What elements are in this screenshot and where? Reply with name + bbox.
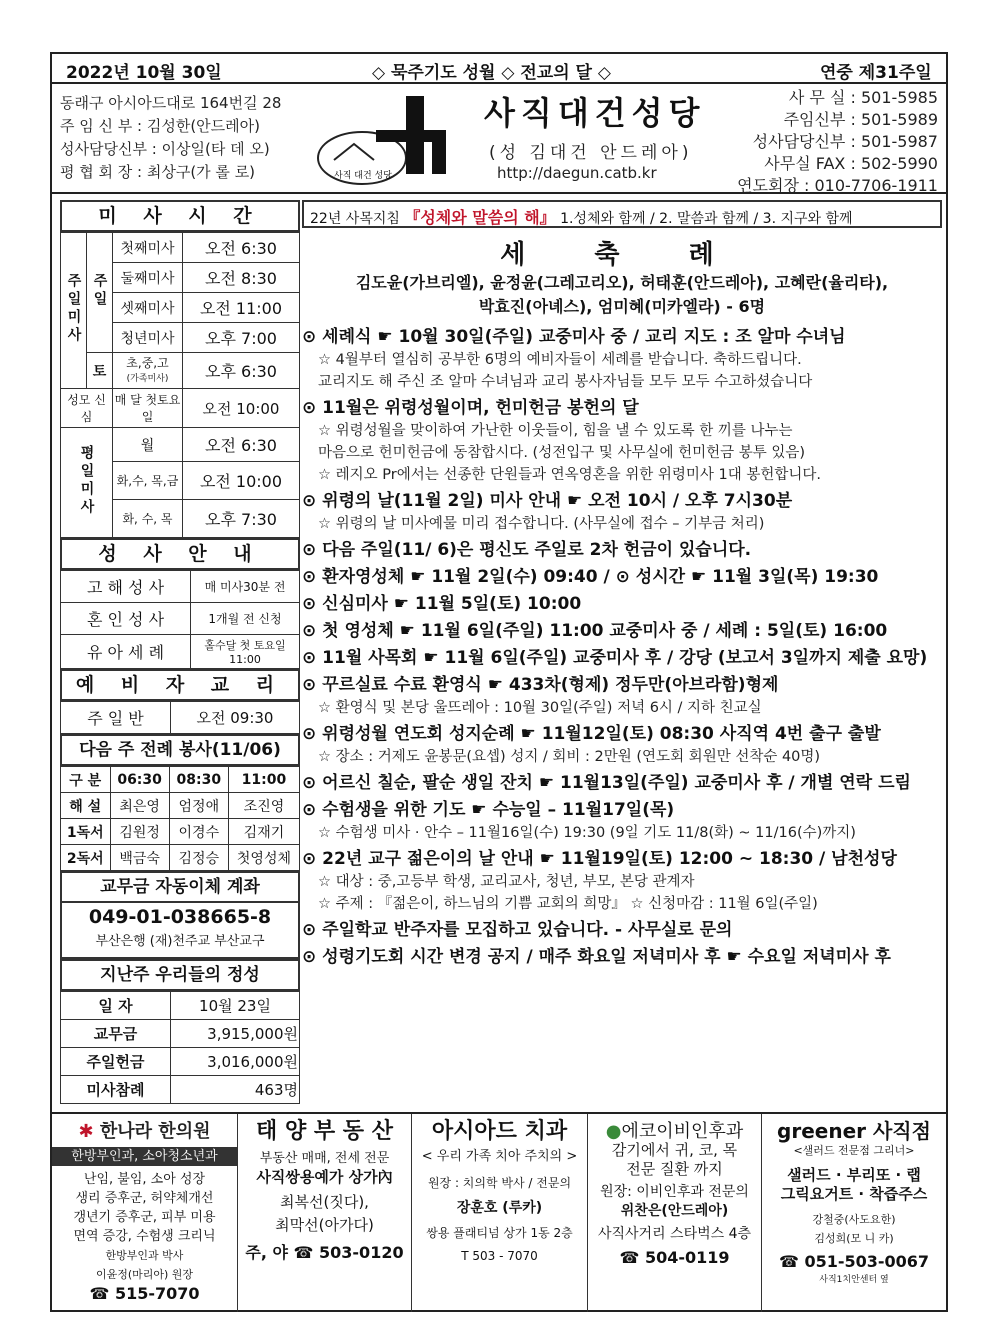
- ad-line: T 503 - 7070: [461, 1249, 538, 1263]
- parish-name: 사직대건성당: [484, 94, 706, 132]
- notice-detail: ☆ 주제 : 『젊은이, 하느님의 기쁨 교회의 희망』 ☆ 신청마감 : 11월 6일(주일): [318, 896, 818, 912]
- offering-title: 지난주 우리들의 정성: [60, 959, 300, 991]
- notice-list: [302, 325, 942, 969]
- service-person: 이경수: [169, 819, 228, 845]
- ad-line: 최막선(아가다): [275, 1216, 374, 1234]
- ad-subtitle: 부동산 매매, 전세 전문: [259, 1151, 390, 1166]
- saturday-mass-name: 초,중,고 (가족미사): [113, 353, 183, 389]
- phone-line: 성사담당신부 : 501-5987: [752, 132, 938, 151]
- mass-times-title: 미 사 시 간: [60, 200, 300, 232]
- offering-table: [60, 991, 300, 1104]
- notice-item: ⊙ 다음 주일(11/ 6)은 평신도 주일로 2차 헌금이 있습니다.: [302, 540, 752, 560]
- notice-item: ⊙ 신심미사 ☛ 11월 5일(토) 10:00: [302, 594, 582, 614]
- ad-line: 쌍용 플래티넘 상가 1동 2층: [426, 1226, 573, 1240]
- notices-column: [302, 200, 942, 969]
- notice-detail: 마음으로 헌미헌금에 동참합시다. (성전입구 및 사무실에 헌미헌금 봉투 있음): [318, 445, 806, 461]
- mass-time: 오전 8:30: [183, 263, 300, 293]
- notice-item: ⊙ 11월은 위령성월이며, 헌미헌금 봉헌의 달: [302, 398, 639, 418]
- offering-label: 교무금: [61, 1020, 171, 1048]
- ad-phone: ☎ 051-503-0067: [778, 1252, 930, 1271]
- mass-time: 오후 7:00: [183, 323, 300, 353]
- top-bar: [52, 54, 946, 84]
- ad-asiad-dental: [412, 1114, 588, 1312]
- service-person: 엄정애: [169, 793, 228, 819]
- ad-phone: 주, 야 ☎ 503-0120: [245, 1243, 404, 1262]
- mass-schedule-table: [60, 232, 300, 538]
- notice-item: ⊙ 꾸르실료 수료 환영식 ☛ 433차(형제) 정두만(아브라함)형제: [302, 675, 779, 695]
- offering-value: 3,915,000원: [171, 1020, 300, 1048]
- service-person: 첫영성체: [228, 845, 299, 871]
- notice-detail: ☆ 수험생 미사 · 안수 – 11월16일(수) 19:30 (9일 기도 11/8(화) ~ 11/16(수)까지): [318, 825, 856, 841]
- parish-address: 동래구 아시아드대로 164번길 28: [60, 94, 282, 112]
- service-person: 조진영: [228, 793, 299, 819]
- catechumen-table: [60, 701, 300, 734]
- notice-detail: ☆ 장소 : 거제도 윤봉문(요셉) 성지 / 회비 : 2만원 (연도회 회원만 선착순 40명): [318, 749, 821, 765]
- month-theme: ◇ 묵주기도 성월 ◇ 전교의 달 ◇: [372, 63, 611, 83]
- service-role: 1독서: [61, 819, 111, 845]
- notice-item: ⊙ 세례식 ☛ 10월 30일(주일) 교중미사 중 / 교리 지도 : 조 알마 수녀님: [302, 327, 846, 347]
- mass-day: 월: [113, 428, 183, 462]
- ad-subtitle: 감기에서 귀, 코, 목: [611, 1141, 738, 1159]
- service-person: 최은영: [110, 793, 169, 819]
- contact-phones: [720, 87, 938, 197]
- notice-detail: ☆ 위령의 날 미사예물 미리 접수합니다. (사무실에 접수 – 기부금 처리): [318, 516, 765, 532]
- notice-detail: ☆ 레지오 Pr에서는 선종한 단원들과 연옥영혼을 위한 위령미사 1대 봉헌합니다.: [318, 467, 821, 483]
- phone-line: 사무실 FAX : 502-5990: [764, 154, 938, 173]
- class-time: 오전 09:30: [171, 702, 300, 734]
- service-person: 김원정: [110, 819, 169, 845]
- sacrament-name: 혼 인 성 사: [61, 603, 191, 635]
- baptism-names-line: 박효진(아녜스), 엄미혜(미카엘라) - 6명: [478, 297, 766, 316]
- ad-subtitle: < 우리 가족 치아 주치의 >: [421, 1149, 578, 1164]
- offering-value: 10월 23일: [171, 992, 300, 1020]
- guideline-items: 1.성체와 함께 / 2. 말씀과 함께 / 3. 지구와 함께: [560, 211, 853, 227]
- ad-name: ●에코이비인후과: [605, 1121, 744, 1142]
- sacrament-time: 매 미사30분 전: [191, 571, 300, 603]
- baptism-title: 세 축 례: [500, 240, 744, 270]
- mass-day: 화,수, 목,금: [113, 462, 183, 500]
- notice-item: ⊙ 위령의 날(11월 2일) 미사 안내 ☛ 오전 10시 / 오후 7시30분: [302, 491, 793, 511]
- mass-time: 오전 11:00: [183, 293, 300, 323]
- offering-label: 일 자: [61, 992, 171, 1020]
- bulletin-frame: [50, 52, 948, 1312]
- sacrament-time: 1개월 전 신청: [191, 603, 300, 635]
- mass-time: 오후 7:30: [183, 500, 300, 538]
- ad-subtitle: <샐러드 전문점 그리너>: [793, 1144, 915, 1157]
- ad-hanara-clinic: [52, 1114, 238, 1312]
- notice-detail: ☆ 4월부터 열심히 공부한 6명의 예비자들이 세례를 받습니다. 축하드립니다.: [318, 352, 802, 368]
- notice-detail: ☆ 위령성월을 맞이하여 가난한 이웃들이, 힘을 낼 수 있도록 한 끼를 나누는: [318, 423, 793, 439]
- service-header: 구 분: [61, 767, 111, 793]
- ad-line: 그릭요거트 · 착즙주스: [780, 1185, 928, 1203]
- mass-name: 셋째미사: [113, 293, 183, 323]
- mass-name: 둘째미사: [113, 263, 183, 293]
- offering-value: 463명: [171, 1076, 300, 1104]
- notice-item: ⊙ 성령기도회 시간 변경 공지 / 매주 화요일 저녁미사 후 ☛ 수요일 저녁미사 후: [302, 947, 891, 967]
- offering-label: 주일헌금: [61, 1048, 171, 1076]
- baptism-names: [302, 271, 942, 319]
- mass-time: 오후 6:30: [183, 353, 300, 389]
- ad-line: 강철중(사도요한): [812, 1213, 896, 1226]
- notice-item: ⊙ 주일학교 반주자를 모집하고 있습니다. - 사무실로 문의: [302, 920, 733, 940]
- pastoral-guideline-bar: [302, 200, 942, 228]
- devotion-label: 성모 신심: [61, 389, 113, 428]
- notice-detail: 교리지도 해 주신 조 알마 수녀님과 교리 봉사자님들 모두 모두 수고하셨습니다: [318, 374, 813, 390]
- mass-name: 청년미사: [113, 323, 183, 353]
- mass-day: 화, 수, 목: [113, 500, 183, 538]
- sacrament-name: 고 해 성 사: [61, 571, 191, 603]
- bulletin-date: 2022년 10월 30일: [66, 63, 222, 83]
- parish-info: [60, 92, 281, 184]
- service-header: 11:00: [228, 767, 299, 793]
- guideline-theme: 『성체와 말씀의 해』: [404, 208, 556, 227]
- notice-item: ⊙ 위령성월 연도회 성지순례 ☛ 11월12일(토) 08:30 사직역 4번 출구 출발: [302, 724, 881, 744]
- ad-line: 사직사거리 스타벅스 4층: [597, 1226, 752, 1242]
- ad-line: 원장: 이비인후과 전문의: [600, 1184, 749, 1200]
- advertisements: [52, 1112, 946, 1312]
- sacrament-title: 성 사 안 내: [60, 538, 300, 570]
- phone-line: 사 무 실 : 501-5985: [788, 88, 938, 107]
- ad-line: 장훈호 (루카): [456, 1200, 543, 1216]
- ad-phone: ☎ 504-0119: [619, 1248, 730, 1267]
- sacrament-table: [60, 570, 300, 669]
- notice-item: ⊙ 수험생을 위한 기도 ☛ 수능일 – 11월17일(목): [302, 800, 675, 820]
- weekday-mass-label: 평일미사: [61, 428, 113, 538]
- service-role: 2독서: [61, 845, 111, 871]
- service-table: [60, 766, 300, 871]
- service-header: 08:30: [169, 767, 228, 793]
- clinic-logo-icon: ●: [605, 1121, 622, 1142]
- notice-detail: ☆ 환영식 및 본당 울뜨레아 : 10월 30일(주일) 저녁 6시 / 지하 친교실: [318, 700, 762, 716]
- ad-taeyang-realty: [238, 1114, 412, 1312]
- ad-line: 난임, 불임, 소아 성장: [83, 1172, 206, 1187]
- ad-name: 태 양 부 동 산: [256, 1119, 393, 1144]
- class-name: 주 일 반: [61, 702, 171, 734]
- ad-line: 생리 증후군, 허약체개선: [75, 1191, 214, 1206]
- saturday-label: 토: [87, 353, 113, 389]
- account-number: 049-01-038665-8: [88, 906, 272, 928]
- offering-label: 미사참례: [61, 1076, 171, 1104]
- service-person: 김정승: [169, 845, 228, 871]
- sunday-group-label: 주일: [87, 233, 113, 353]
- account-box: [60, 903, 300, 959]
- mass-time: 오전 6:30: [183, 428, 300, 462]
- ad-line: 이윤정(마리아) 원장: [95, 1268, 194, 1281]
- mass-time: 오전 10:00: [183, 462, 300, 500]
- parish-url[interactable]: http://daegun.catb.kr: [497, 164, 657, 182]
- notice-item: ⊙ 첫 영성체 ☛ 11월 6일(주일) 11:00 교중미사 중 / 세례 : 5일(토) 16:00: [302, 621, 888, 641]
- liturgical-week: 연중 제31주일: [820, 63, 932, 83]
- staff-line: 성사담당신부 : 이상일(타 데 오): [60, 140, 270, 158]
- ad-line: 전문 질환 까지: [626, 1160, 723, 1178]
- ad-line: 위찬은(안드레아): [620, 1203, 729, 1219]
- ad-line: 샐러드 · 부리또 · 랩: [787, 1166, 921, 1184]
- ad-line: 면역 증강, 수험생 크리닉: [73, 1229, 216, 1244]
- flower-icon: ✱: [78, 1121, 94, 1142]
- devotion-time: 오전 10:00: [183, 389, 300, 428]
- parish-logo-icon: [314, 88, 474, 188]
- left-column: [60, 200, 300, 1104]
- service-header: 06:30: [110, 767, 169, 793]
- notice-item: ⊙ 22년 교구 젊은이의 날 안내 ☛ 11월19일(토) 12:00 ~ 18:30 / 남천성당: [302, 849, 897, 869]
- ad-greener: [762, 1114, 946, 1312]
- catechumen-title: 예 비 자 교 리: [60, 669, 300, 701]
- service-title: 다음 주 전례 봉사(11/06): [60, 734, 300, 766]
- ad-line: 원장 : 치의학 박사 / 전문의: [427, 1176, 572, 1190]
- parish-logo-block: [314, 88, 734, 188]
- mass-name: 첫째미사: [113, 233, 183, 263]
- service-person: 김재기: [228, 819, 299, 845]
- offering-value: 3,016,000원: [171, 1048, 300, 1076]
- ad-line: 갱년기 증후군, 피부 미용: [73, 1210, 216, 1225]
- ad-subtitle: 한방부인과, 소아청소년과: [52, 1147, 237, 1166]
- devotion-day: 매 달 첫토요일: [113, 389, 183, 428]
- account-title: 교무금 자동이체 계좌: [60, 871, 300, 903]
- ad-line: 사직쌍용예가 상가內: [256, 1168, 393, 1186]
- parish-patron: (성 김대건 안드레아): [489, 143, 693, 163]
- phone-line: 주임신부 : 501-5989: [783, 110, 938, 129]
- parish-header: [52, 84, 946, 194]
- ad-phone: ☎ 515-7070: [89, 1284, 200, 1303]
- ad-name: 아시아드 치과: [431, 1119, 568, 1144]
- notice-item: ⊙ 11월 사목회 ☛ 11월 6일(주일) 교중미사 후 / 강당 (보고서 3일까지 제출 요망): [302, 648, 928, 668]
- ad-line: 최복선(짓다),: [280, 1193, 369, 1211]
- service-person: 백금숙: [110, 845, 169, 871]
- mass-time: 오전 6:30: [183, 233, 300, 263]
- ad-name: ✱ 한나라 한의원: [78, 1121, 211, 1142]
- baptism-names-line: 김도윤(가브리엘), 윤정윤(그레고리오), 허태훈(안드레아), 고혜란(율리타),: [355, 273, 889, 292]
- ad-footnote: 사직1치안센터 옆: [819, 1275, 889, 1285]
- staff-line: 주 임 신 부 : 김성한(안드레아): [60, 117, 260, 135]
- notice-item: ⊙ 어르신 칠순, 팔순 생일 잔치 ☛ 11월13일(주일) 교중미사 후 / 개별 연락 드림: [302, 773, 911, 793]
- ad-name: greener 사직점: [777, 1119, 931, 1143]
- ad-eco-ent-clinic: [588, 1114, 762, 1312]
- account-bank: 부산은행 (재)천주교 부산교구: [95, 934, 265, 949]
- notice-item: ⊙ 환자영성체 ☛ 11월 2일(수) 09:40 / ⊙ 성시간 ☛ 11월 3일(목) 19:30: [302, 567, 879, 587]
- service-role: 해 설: [61, 793, 111, 819]
- ad-line: 김성희(모 니 카): [814, 1232, 894, 1245]
- sacrament-name: 유 아 세 례: [61, 635, 191, 669]
- guideline-prefix: 22년 사목지침: [310, 211, 400, 227]
- logo-lettering: 사직 대건 성당: [334, 171, 392, 181]
- sacrament-time: 홀수달 첫 토요일 11:00: [191, 635, 300, 669]
- phone-line: 연도회장 : 010-7706-1911: [737, 176, 938, 195]
- notice-detail: ☆ 대상 : 중,고등부 학생, 교리교사, 청년, 부모, 본당 관계자: [318, 874, 695, 890]
- staff-line: 평 협 회 장 : 최상구(가 롤 로): [60, 163, 256, 181]
- ad-line: 한방부인과 박사: [105, 1249, 184, 1262]
- sunday-mass-label: 주일미사: [61, 233, 87, 389]
